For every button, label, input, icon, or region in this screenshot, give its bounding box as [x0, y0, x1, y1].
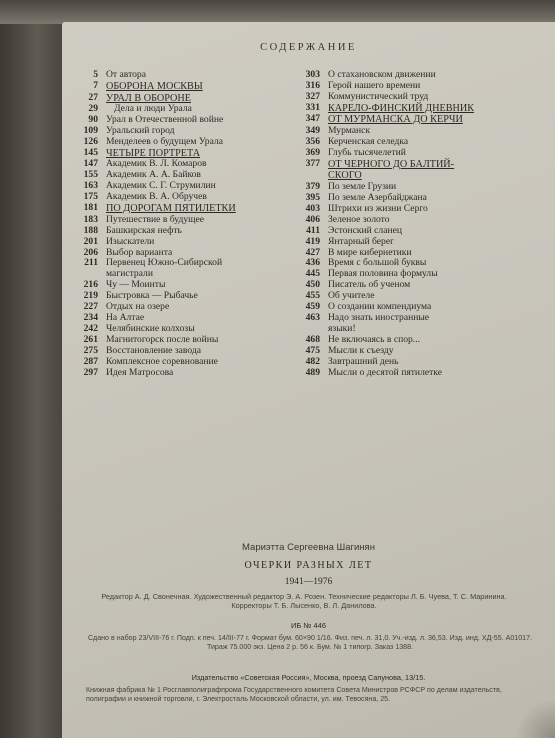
background-top: [0, 0, 555, 24]
toc-entry-title: По земле Грузии: [328, 181, 397, 193]
toc-page-number: 175: [83, 191, 98, 203]
toc-entry-title: Академик А. А. Байков: [106, 169, 201, 181]
toc-entry-title: Комплексное соревнование: [106, 355, 218, 367]
toc-entry-title: На Алтае: [106, 312, 145, 324]
toc-page-number: 411: [306, 224, 320, 236]
toc-page-number: 377: [305, 157, 320, 169]
toc-page-number: 356: [305, 135, 320, 147]
toc-entry-title: Герой нашего времени: [328, 79, 421, 91]
toc-entry-title: Чу — Моинты: [106, 279, 166, 291]
toc-entry-title: Выбор варианта: [106, 246, 173, 258]
toc-page-number: 468: [305, 333, 320, 345]
toc-page-number: 445: [305, 268, 320, 280]
printing-house-info: Книжная фабрика № 1 Росглавполиграфпрома Государственного комитета Совета Министров РСФСР по делам издательств, полиграфии и книжной торговли, г. Электросталь Московской области, ул. им. Тевосяна, 25.: [86, 686, 502, 703]
toc-entry: [292, 335, 522, 346]
toc-page-number: 227: [83, 301, 98, 313]
toc-entry: [292, 148, 522, 159]
toc-entry: [292, 215, 522, 226]
toc-page-number: 436: [305, 257, 320, 269]
toc-entry-title: Не включаясь в спор...: [328, 333, 421, 345]
toc-entry-title: Первенец Южно-Сибирской: [106, 257, 223, 269]
toc-entry-title: Глубь тысячелетий: [328, 146, 406, 158]
toc-page-number: 5: [93, 69, 98, 80]
toc-entry-title: Зеленое золото: [328, 213, 390, 225]
book-page: [62, 22, 555, 738]
toc-page-number: 419: [305, 235, 320, 247]
toc-entry-title: Янтарный берег: [328, 235, 395, 247]
toc-entry-title: ОТ ЧЕРНОГО ДО БАЛТИЙ-: [328, 158, 455, 170]
toc-entry-title: Челябинские колхозы: [106, 323, 195, 335]
toc-page-number: 126: [83, 135, 98, 147]
toc-page-number: 206: [83, 246, 98, 258]
page-corner-shadow: [515, 698, 555, 738]
toc-page-number: 188: [83, 224, 98, 236]
toc-entry-title: СКОГО: [328, 170, 362, 182]
toc-entry: [80, 368, 292, 379]
toc-entry-title: Завтрашний день: [328, 355, 399, 367]
toc-page-number: 163: [83, 180, 98, 192]
toc-page-number: 327: [305, 90, 320, 102]
toc-entry: [80, 237, 292, 248]
toc-page-number: 331: [305, 101, 320, 113]
toc-entry-title: Писатель об ученом: [328, 279, 411, 291]
toc-page-number: 347: [305, 113, 320, 125]
toc-entry: [292, 204, 522, 215]
toc-entry-title: По земле Азербайджана: [328, 191, 427, 203]
editorial-credits: Редактор А. Д. Свонечная. Художественный редактор Э. А. Розен. Технические редакторы Л. Б. Чуева, Т. С. Маринина. Корректоры Т. Б. Лысенко, В. Л. Данилова.: [101, 592, 507, 611]
toc-entry: [292, 280, 522, 291]
toc-entry: [292, 92, 522, 103]
toc-page-number: 7: [93, 79, 98, 91]
toc-entry: [292, 137, 522, 148]
toc-page-number: 147: [83, 158, 98, 170]
background-surface: [0, 0, 62, 738]
toc-page-number: 489: [305, 366, 320, 378]
toc-page-number: 27: [88, 91, 98, 103]
toc-entry-title: Быстровка — Рыбачье: [106, 290, 198, 302]
toc-entry: [80, 81, 292, 93]
toc-entry-title: Менделеев о будущем Урала: [106, 135, 223, 147]
toc-page-number: 482: [305, 355, 320, 367]
toc-right-column: [292, 70, 522, 379]
toc-page-number: 261: [83, 333, 98, 345]
toc-entry-title: ЧЕТЫРЕ ПОРТРЕТА: [106, 147, 201, 159]
toc-entry-title: Изыскатели: [106, 235, 155, 247]
toc-page-number: 219: [83, 290, 98, 302]
toc-page-number: 155: [83, 169, 98, 181]
toc-entry: [292, 103, 522, 115]
author-name: Мариэтта Сергеевна Шагинян: [242, 542, 375, 553]
toc-entry-title: От автора: [106, 69, 146, 80]
toc-entry-title: Об учителе: [328, 290, 375, 302]
toc-page-number: 395: [305, 191, 320, 203]
book-title: ОЧЕРКИ РАЗНЫХ ЛЕТ: [244, 560, 373, 571]
toc-page-number: 369: [305, 146, 320, 158]
toc-page-number: 201: [83, 235, 98, 247]
toc-page-number: 234: [83, 312, 98, 324]
toc-page-number: 316: [305, 79, 320, 91]
toc-page-number: 303: [305, 69, 320, 80]
toc-entry-title: Первая половина формулы: [328, 268, 438, 280]
toc-entry-title: Идея Матросова: [106, 366, 174, 378]
toc-page-number: 475: [305, 344, 320, 356]
toc-entry-title: Мысли к съезду: [328, 344, 394, 356]
toc-page-number: 145: [83, 146, 98, 158]
toc-page-number: 450: [305, 279, 320, 291]
toc-entry-title: Надо знать иностранные: [328, 312, 430, 324]
toc-page-number: 242: [83, 323, 98, 335]
book-years: 1941—1976: [284, 577, 333, 587]
toc-entry-title: Эстонский сланец: [328, 224, 403, 236]
toc-entry: [292, 114, 522, 126]
toc-page-number: 183: [83, 213, 98, 225]
toc-entry-title: Путешествие в будущее: [106, 213, 205, 225]
toc-entry: [80, 137, 292, 148]
toc-entry: [292, 237, 522, 248]
ib-number: ИБ № 446: [290, 621, 327, 630]
toc-entry-title: ОБОРОНА МОСКВЫ: [106, 80, 203, 92]
toc-entry: [292, 226, 522, 237]
toc-entry-title: Магнитогорск после войны: [106, 333, 219, 345]
toc-page-number: 275: [83, 344, 98, 356]
toc-entry: [292, 170, 522, 182]
toc-entry-title: Академик С. Г. Струмилин: [106, 180, 216, 192]
toc-page-number: 455: [305, 290, 320, 302]
toc-entry: [292, 368, 522, 379]
toc-entry-title: Мурманск: [328, 125, 371, 137]
toc-entry-title: ОТ МУРМАНСКА ДО КЕРЧИ: [328, 114, 463, 126]
toc-page-number: 90: [88, 114, 98, 126]
toc-page-number: 459: [305, 301, 320, 313]
toc-page-number: 406: [305, 213, 320, 225]
toc-entry-title: В мире кибернетики: [328, 246, 412, 258]
page-title: СОДЕРЖАНИЕ: [260, 42, 357, 53]
toc-page-number: 427: [305, 246, 320, 258]
toc-entry-title: ПО ДОРОГАМ ПЯТИЛЕТКИ: [106, 203, 236, 215]
toc-page-number: 181: [83, 202, 98, 214]
toc-entry-title: магистрали: [106, 268, 153, 280]
toc-page-number: 463: [305, 312, 320, 324]
toc-page-number: 349: [305, 125, 320, 137]
print-details: Сдано в набор 23/VIII-76 г. Подп. к печ. 14/III-77 г. Формат бум. 60×90 1/16. Физ. печ. л. 31,0. Уч.-изд. л. 36,53. Изд. инд. ХД-55. А01017. Тираж 75.000 экз. Цена 2 р. 56 к. Бум. № 1 типогр. Заказ 1388.: [87, 634, 533, 651]
toc-page-number: 287: [83, 355, 98, 367]
toc-entry-title: Академик В. А. Обручев: [106, 191, 207, 203]
toc-entry-title: Восстановление завода: [106, 344, 201, 356]
toc-entry-title: Штрихи из жизни Серго: [328, 202, 428, 214]
toc-page-number: 211: [84, 257, 98, 269]
toc-page-number: 29: [88, 103, 98, 115]
toc-entry-title: УРАЛ В ОБОРОНЕ: [106, 92, 191, 104]
toc-entry-title: О создании компендиума: [328, 301, 432, 313]
toc-entry-title: Время с большой буквы: [328, 257, 427, 269]
toc-entry: [292, 159, 522, 171]
toc-entry-title: Башкирская нефть: [106, 224, 182, 236]
toc-entry-title: Уральский город: [106, 125, 175, 137]
toc-page-number: 297: [83, 366, 98, 378]
toc-page-number: 216: [83, 279, 98, 291]
toc-page-number: 379: [305, 181, 320, 193]
toc-entry-title: О стахановском движении: [328, 69, 436, 80]
toc-entry-title: Мысли о десятой пятилетке: [328, 366, 442, 378]
toc-entry-title: Академик В. Л. Комаров: [106, 158, 207, 170]
publisher-info: Издательство «Советская Россия», Москва, проезд Сапунова, 13/15.: [191, 673, 426, 682]
toc-entry-title: Урал в Отечественной войне: [106, 114, 224, 126]
toc-entry: [80, 192, 292, 203]
toc-page-number: 109: [83, 125, 98, 137]
toc-entry: [292, 346, 522, 357]
toc-entry-title: Отдых на озере: [106, 301, 170, 313]
toc-entry-title: Дела и люди Урала: [114, 103, 192, 115]
toc-entry-title: Коммунистический труд: [328, 90, 429, 102]
toc-entry: [80, 226, 292, 237]
toc-entry-title: языки!: [328, 323, 356, 335]
toc-entry-title: КАРЕЛО-ФИНСКИЙ ДНЕВНИК: [328, 102, 475, 114]
toc-entry-title: Керченская селедка: [328, 135, 409, 147]
toc-entry: [80, 70, 292, 81]
toc-entry: [292, 313, 522, 324]
toc-page-number: 403: [305, 202, 320, 214]
toc-left-column: [80, 70, 292, 379]
